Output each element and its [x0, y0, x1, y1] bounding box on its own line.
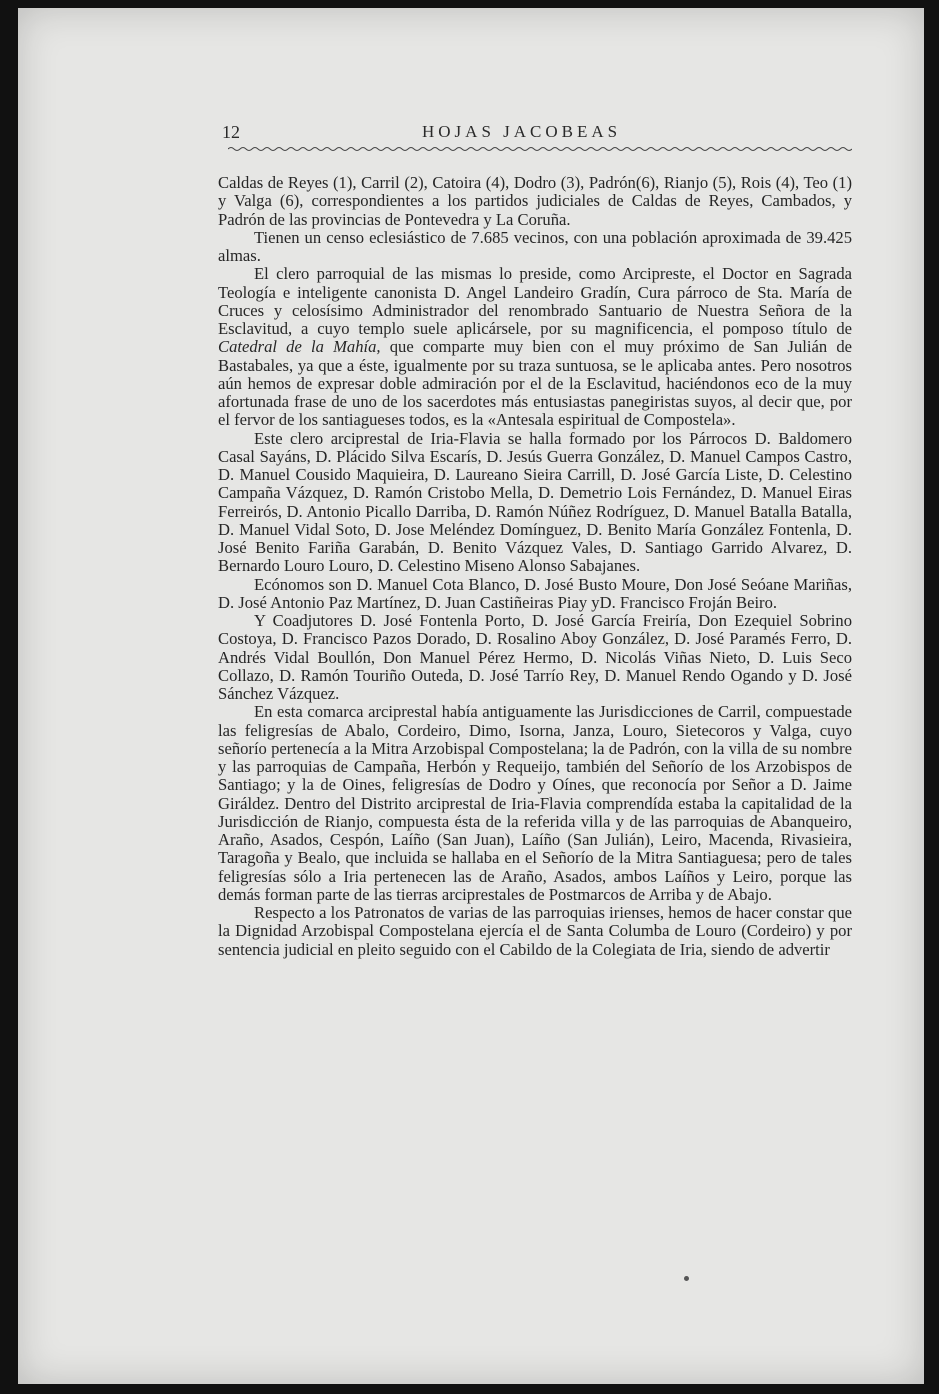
paragraph-2: Tienen un censo eclesiástico de 7.685 vecinos, con una población aproximada de 39.425 almas.: [218, 227, 852, 265]
running-title: HOJAS JACOBEAS: [422, 122, 622, 141]
body-text: [218, 174, 852, 959]
paragraph-5: Ecónomos son D. Manuel Cota Blanco, D. José Busto Moure, Don José Seóane Mariñas, D. José Antonio Paz Martínez, D. Juan Castiñeiras Piay yD. Francisco Froján Beiro.: [218, 574, 852, 612]
page-number: 12: [222, 122, 240, 142]
page-header: [222, 122, 852, 146]
paragraph-8: Respecto a los Patronatos de varias de las parroquias irienses, hemos de hacer constar que la Dignidad Arzobispal Compostelana ejercía el de Santa Columba de Louro (Cordeiro) y por sentencia judicial en pleito seguido con el Cabildo de la Colegiata de Iria, siendo de advertir: [218, 903, 852, 959]
paragraph-7: En esta comarca arciprestal había antiguamente las Jurisdicciones de Carril, compuestade las feligresías de Abalo, Cordeiro, Dimo, Isorna, Janza, Louro, Sietecoros y Valga, cuyo señorío pertenecía a la Mitra Arzobispal Compostelana; la de Padrón, con la villa de su nombre y las parroquias de Campaña, Herbón y Requeijo, también del Señorío de los Arzobispos de Santiago; y la de Oines, feligresías de Dodro y Oínes, que reconocía por Señor a D. Jaime Giráldez. Dentro del Distrito arciprestal de Iria-Flavia comprendída estaba la capitalidad de la Jurisdicción de Rianjo, compuesta ésta de la referida villa y de las parroquias de Abanqueiro, Araño, Asados, Cespón, Laíño (San Juan), Laíño (San Julián), Leiro, Macenda, Rivasieira, Taragoña y Bealo, que incluida se hallaba en el Señorío de la Mitra Santiaguesa; pero de tales feligresías sólo a Iria pertenecen las de Araño, Asados, ambos Laíños y Leiro, porque las demás forman parte de las tierras arciprestales de Postmarcos de Arriba y de Abajo.: [218, 702, 852, 904]
paragraph-1: Caldas de Reyes (1), Carril (2), Catoira (4), Dodro (3), Padrón(6), Rianjo (5), Rois (4), Teo (1) y Valga (6), correspondientes a los partidos judiciales de Caldas de Reyes, Cambados, y Padrón de las provincias de Pontevedra y La Coruña.: [218, 173, 852, 229]
paragraph-3: El clero parroquial de las mismas lo preside, como Arcipreste, el Doctor en Sagrada Teología e inteligente canonista D. Angel Landeiro Gradín, Cura párroco de Sta. María de Cruces y celosísimo Administrador del renombrado Santuario de Nuestra Señora de la Esclavitud, a cuyo templo suele aplicársele, por su magnificencia, el pomposo título de Catedral de la Mahía, que comparte muy bien con el muy próximo de San Julián de Bastabales, ya que a éste, igualmente por su traza suntuosa, se le aplicaba antes. Pero nosotros aún hemos de expresar doble admiración por el de la Esclavitud, haciéndonos eco de la muy afortunada frase de uno de los sacerdotes más entusiastas panegiristas suyos, al decir que, por el fervor de los santiagueses todos, es la «Antesala espiritual de Compostela».: [218, 264, 852, 430]
paragraph-6: Y Coadjutores D. José Fontenla Porto, D. José García Freiría, Don Ezequiel Sobrino Costoya, D. Francisco Pazos Dorado, D. Rosalino Aboy González, D. José Paramés Ferro, D. Andrés Vidal Boullón, Don Manuel Pérez Hermo, D. Nicolás Viñas Nieto, D. Luis Seco Collazo, D. Ramón Touriño Outeda, D. José Tarrío Rey, D. Manuel Rendo Ogando y D. José Sánchez Vázquez.: [218, 611, 852, 703]
header-ornament-rule: [228, 146, 852, 152]
italic-title: Catedral de la Mahía,: [218, 337, 381, 357]
ink-dot: [684, 1276, 689, 1281]
paragraph-4: Este clero arciprestal de Iria-Flavia se halla formado por los Párrocos D. Baldomero Casal Sayáns, D. Plácido Silva Escarís, D. Jesús Guerra González, D. Manuel Campos Castro, D. Manuel Cousido Maquieira, D. Laureano Sieira Carrill, D. José García Liste, D. Celestino Campaña Vázquez, D. Ramón Cristobo Mella, D. Demetrio Lois Fernández, D. Manuel Eiras Ferreirós, D. Antonio Picallo Darriba, D. Ramón Núñez Rodríguez, D. Manuel Batalla Batalla, D. Manuel Vidal Soto, D. Jose Meléndez Domínguez, D. Benito María González Fontenla, D. José Benito Fariña Garabán, D. Benito Vázquez Vales, D. Santiago Garrido Alvarez, D. Bernardo Louro Louro, D. Celestino Miseno Alonso Sabajanes.: [218, 428, 852, 576]
